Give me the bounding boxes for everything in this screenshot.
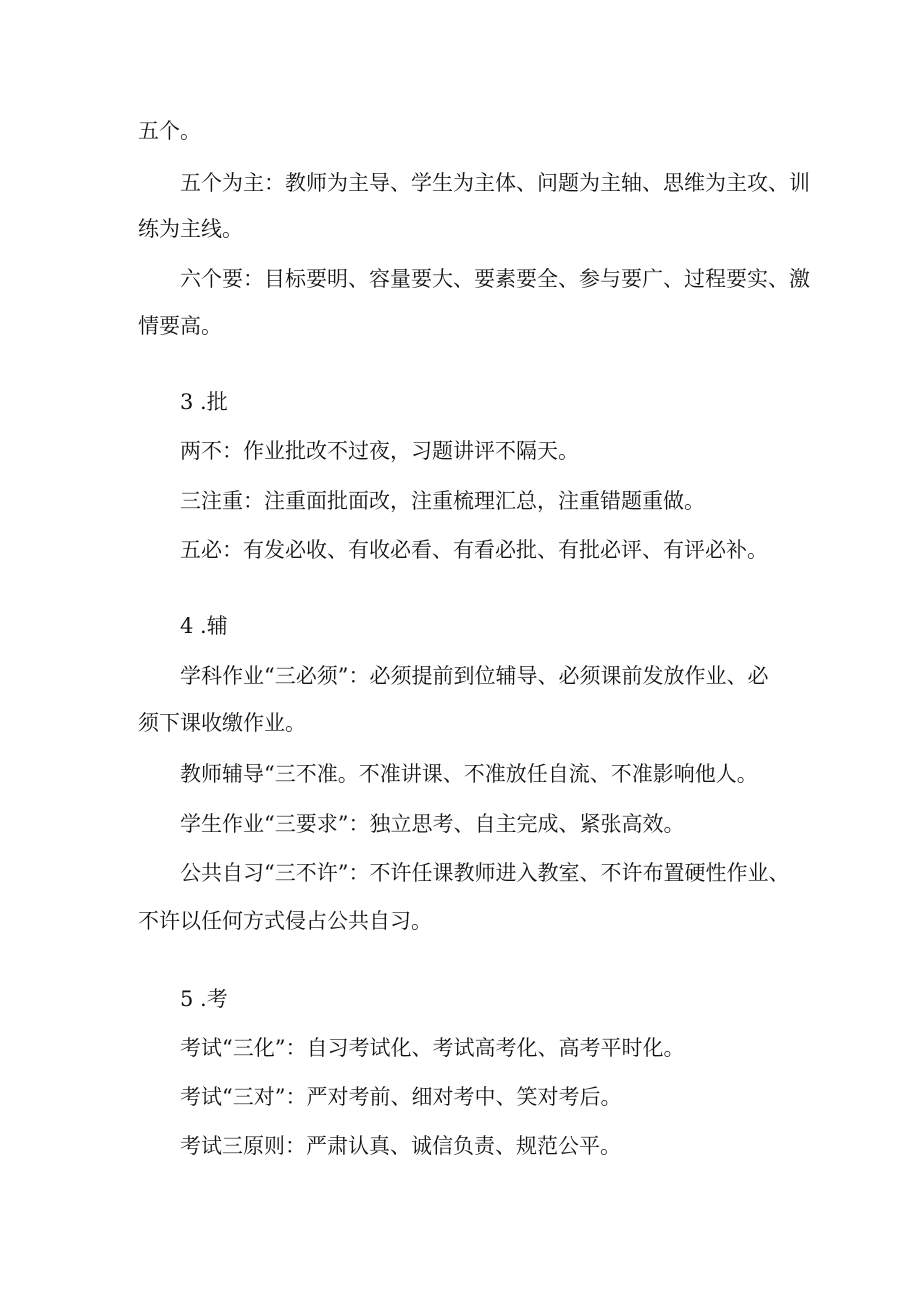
paragraph-line: 考试“三对”：严对考前、细对考中、笑对考后。: [180, 1085, 622, 1109]
paragraph-line: 三注重：注重面批面改，注重梳理汇总，注重错题重做。: [180, 489, 705, 513]
paragraph-line: 考试“三化”：自习考试化、考试高考化、高考平时化。: [180, 1036, 685, 1060]
paragraph-line: 学生作业“三要求”：独立思考、自主完成、紧张高效。: [180, 812, 685, 836]
paragraph-line: 情要高。: [138, 314, 222, 338]
paragraph-line: 学科作业“三必须”：必须提前到位辅导、必须课前发放作业、必: [180, 664, 769, 688]
paragraph-line: 须下课收缴作业。: [138, 711, 306, 735]
paragraph-line: 练为主线。: [138, 217, 243, 241]
section-heading-4: 4 .辅: [180, 614, 228, 638]
paragraph-line: 不许以任何方式侵占公共自习。: [138, 909, 432, 933]
paragraph-line: 两不：作业批改不过夜，习题讲评不隔天。: [180, 439, 579, 463]
paragraph-line: 五个。: [138, 119, 201, 143]
paragraph-line: 考试三原则：严肃认真、诚信负责、规范公平。: [180, 1134, 621, 1158]
section-heading-3: 3 .批: [180, 390, 228, 414]
paragraph-line: 教师辅导“三不准。不准讲课、不准放任自流、不准影响他人。: [180, 762, 758, 786]
paragraph-line: 六个要：目标要明、容量要大、要素要全、参与要广、过程要实、激: [180, 267, 810, 291]
section-heading-5: 5 .考: [180, 987, 228, 1011]
paragraph-line: 公共自习“三不许”：不许任课教师进入教室、不许布置硬性作业、: [180, 861, 790, 885]
paragraph-line: 五个为主：教师为主导、学生为主体、问题为主轴、思维为主攻、训: [180, 171, 810, 195]
paragraph-line: 五必：有发必收、有收必看、有看必批、有批必评、有评必补。: [180, 538, 768, 562]
